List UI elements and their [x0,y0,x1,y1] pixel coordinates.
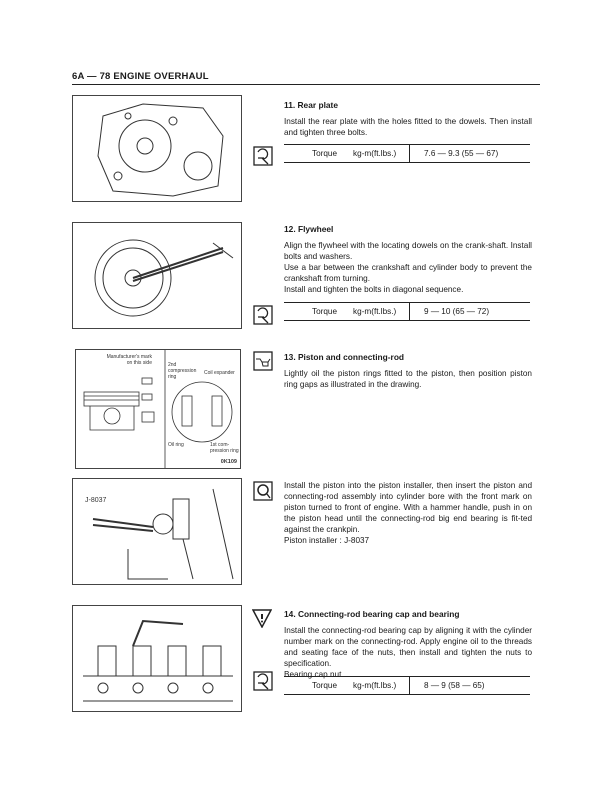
section-title: 14. Connecting-rod bearing cap and bearing [284,609,460,619]
torque-label: Torque [312,681,338,690]
torque-label: Torque [312,149,338,158]
tool-label: J-8037 [85,497,107,504]
bearing-cap-figure [72,605,242,712]
figure-code: 0K109 [220,459,237,465]
section-14 [284,609,532,680]
torque-label: Torque [312,307,338,316]
figure-label: 1st com-pression ring [210,442,239,454]
section-body: Align the flywheel with the locating dowels on the crank-shaft. Install bolts and washers. [284,241,532,261]
torque-unit: kg-m(ft.lbs.) [353,681,397,690]
piston-ring-figure [75,349,241,469]
page-header: 6A — 78 ENGINE OVERHAUL [72,71,209,82]
figure-label: 2nd compression ring [168,362,197,380]
flywheel-figure [72,222,242,329]
section-13 [284,352,532,390]
torque-unit: kg-m(ft.lbs.) [353,149,397,158]
section-body: Install the piston into the piston installer, then insert the piston and connecting-rod assembly into cylinder bore with the front mark on piston turned to front of engine. With a hammer handle, push in on the piston head until the connecting-rod big end bearing is fit-ted against the crankpin. [284,481,532,534]
oil-can-icon [253,351,273,371]
torque-wrench-icon [253,305,273,325]
section-body: Use a bar between the crankshaft and cylinder body to prevent the crankshaft from turning. [284,263,532,283]
section-title: 11. Rear plate [284,100,339,110]
torque-value: 9 — 10 (65 — 72) [424,307,490,316]
torque-table [284,144,530,163]
torque-value: 8 — 9 (58 — 65) [424,681,485,690]
section-body: Install and tighten the bolts in diagonal sequence. [284,285,464,294]
section-body: Lightly oil the piston rings fitted to the piston, then position piston ring gaps as illustrated in the drawing. [284,369,532,389]
rear-plate-figure [72,95,242,202]
torque-unit: kg-m(ft.lbs.) [353,307,397,316]
torque-table [284,676,530,695]
torque-table [284,302,530,321]
figure-label: Manufacturer's mark on this side [106,354,152,366]
special-tool-icon [253,481,273,501]
torque-wrench-icon [253,671,273,691]
figure-label: Oil ring [168,442,184,448]
section-11 [284,100,532,138]
torque-wrench-icon [253,146,273,166]
header-rule [72,84,540,85]
section-body: Bearing cap nut [284,670,342,679]
section-body: Install the rear plate with the holes fitted to the dowels. Then install and tighten three bolts. [284,117,532,137]
section-body: Piston installer : J-8037 [284,536,370,545]
section-title: 13. Piston and connecting-rod [284,352,405,362]
section-body: Install the connecting-rod bearing cap by aligning it with the cylinder number mark on the connecting-rod. Apply engine oil to the threads and seating face of the nuts, then install and tighten the nuts to specification. [284,626,532,668]
section-12 [284,224,532,295]
section-13-install [284,480,532,546]
caution-triangle-icon [252,608,272,628]
section-title: 12. Flywheel [284,224,334,234]
piston-installer-figure [72,478,242,585]
torque-value: 7.6 — 9.3 (55 — 67) [424,149,499,158]
figure-label: Coil expander [204,370,235,376]
